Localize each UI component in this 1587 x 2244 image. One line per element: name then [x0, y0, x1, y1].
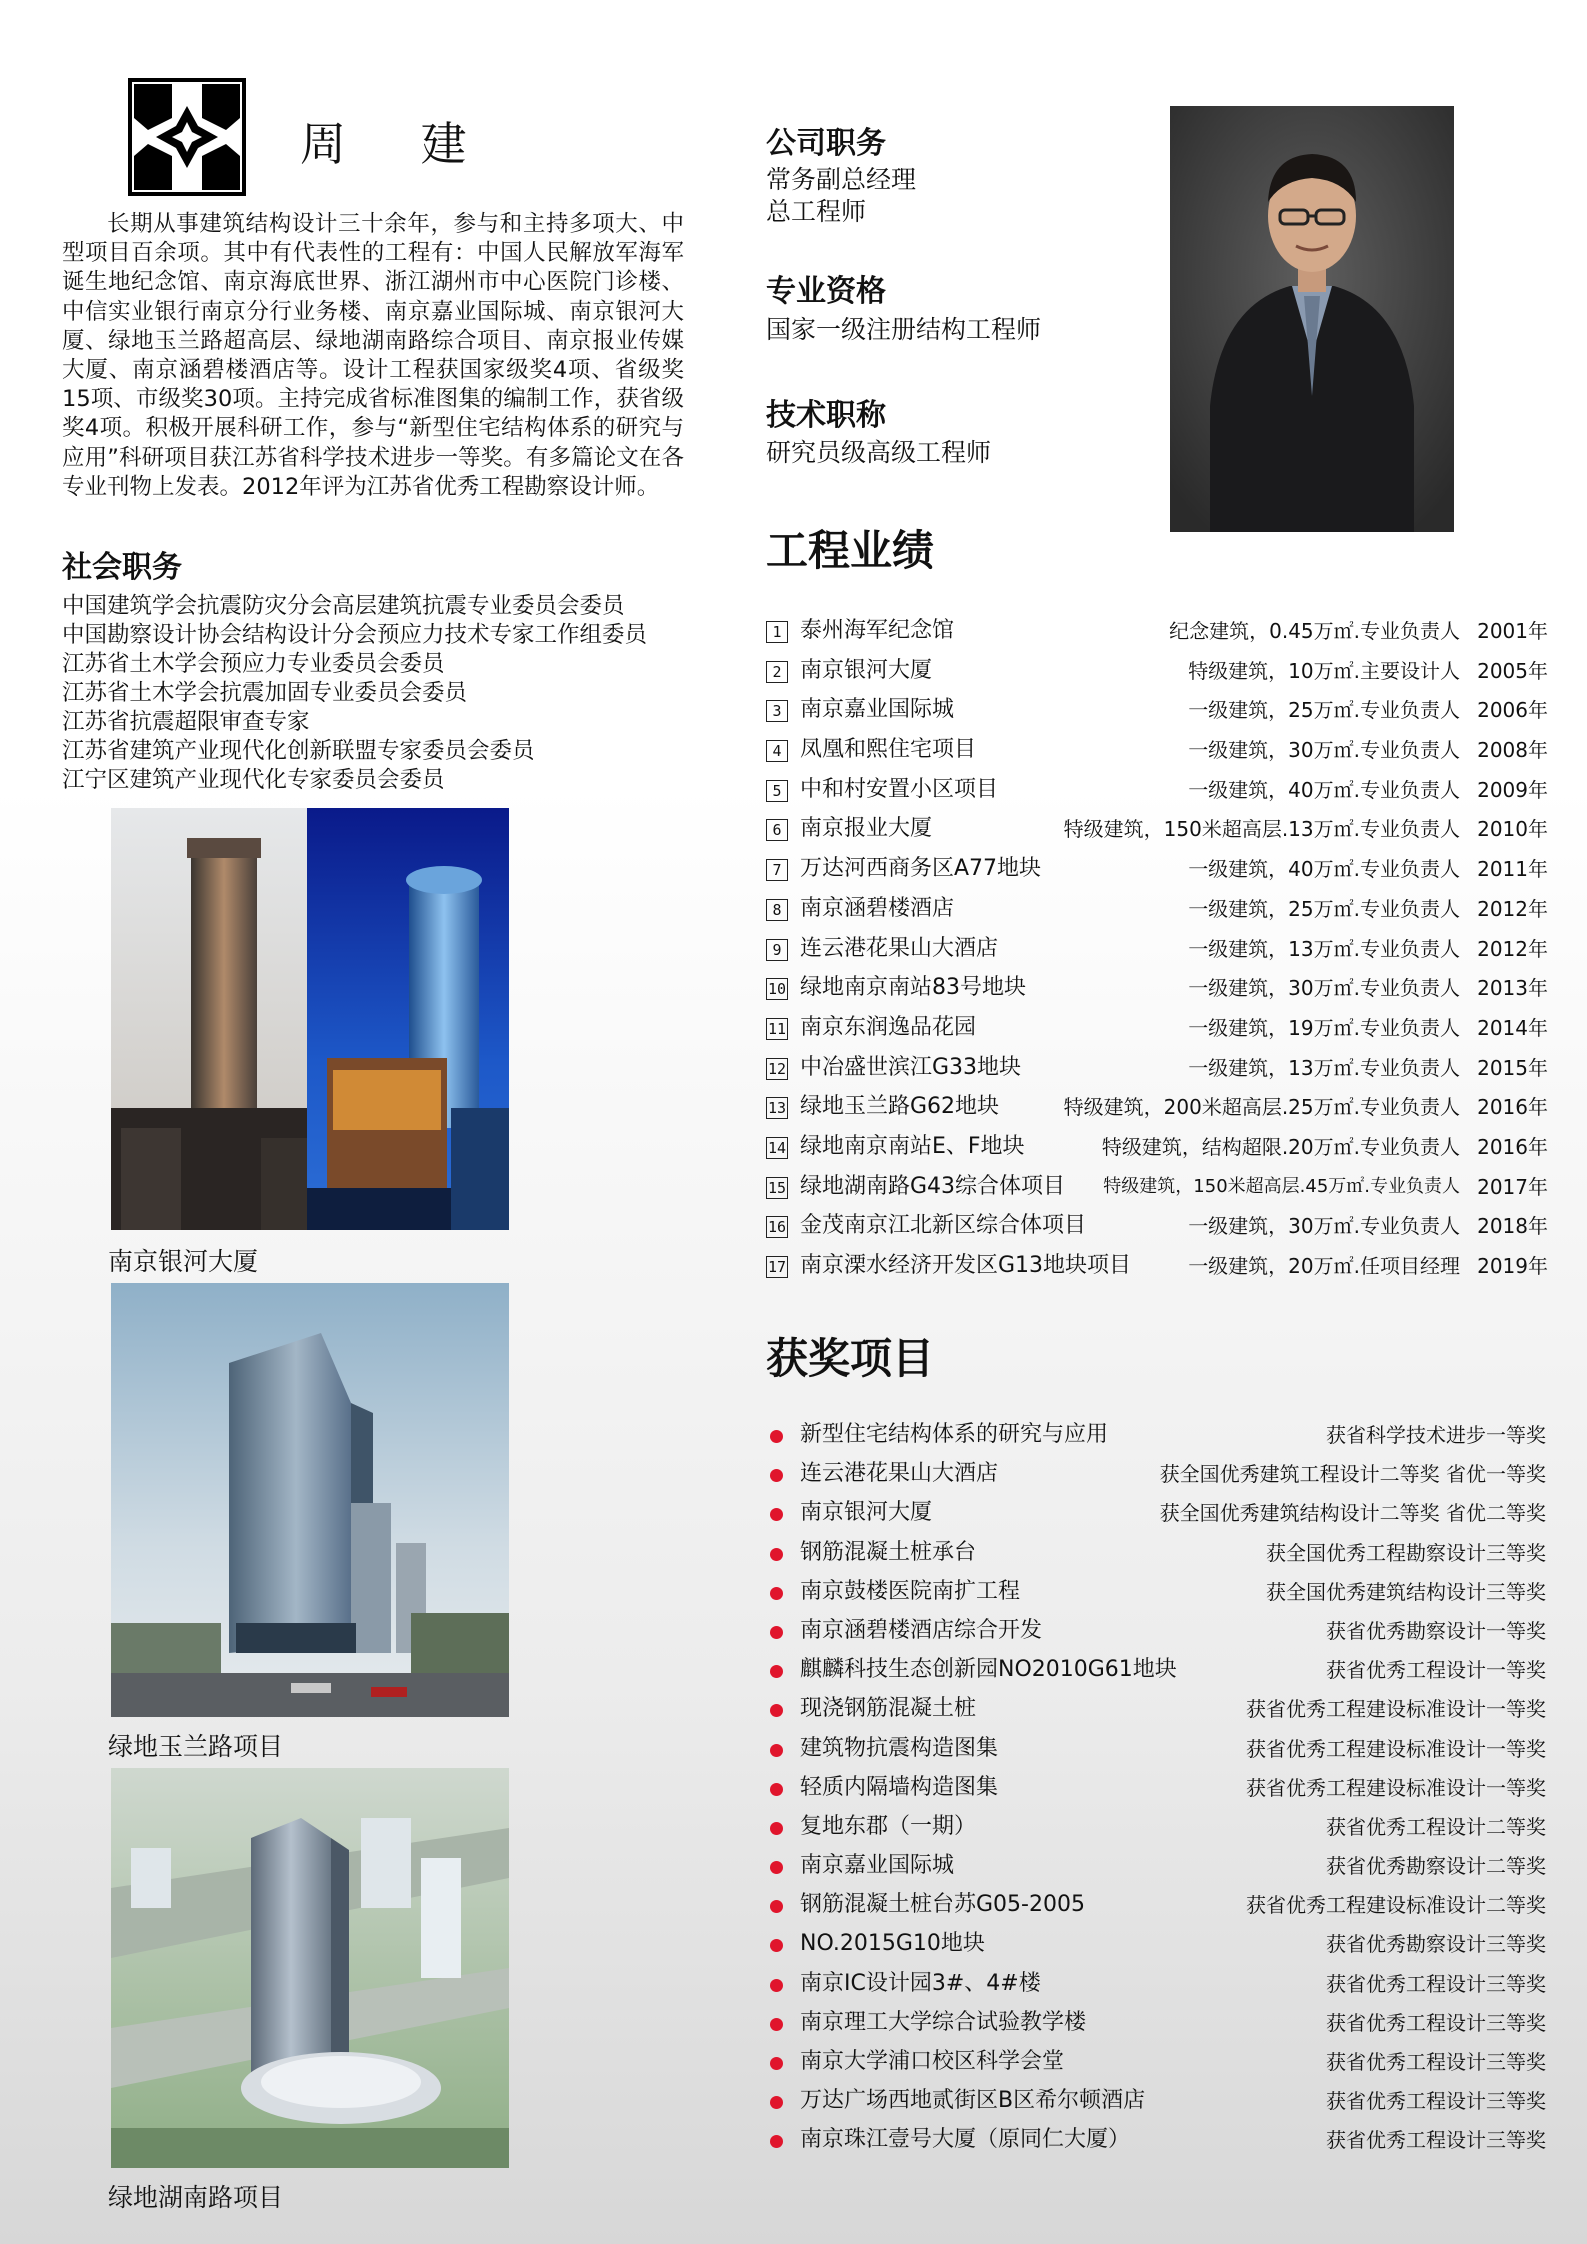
award-project-name: 南京嘉业国际城	[800, 1853, 955, 1879]
project-year: 2017年	[1477, 1174, 1548, 1199]
award-result: 获省优秀工程建设标准设计二等奖	[1246, 1893, 1546, 1918]
award-result: 获省优秀勘察设计三等奖	[1326, 1932, 1546, 1957]
award-row	[766, 1655, 1548, 1694]
technical-title-value: 研究员级高级工程师	[766, 438, 992, 467]
project-name: 连云港花果山大酒店	[800, 935, 999, 961]
award-row	[766, 1773, 1548, 1812]
award-result: 获省科学技术进步一等奖	[1326, 1423, 1546, 1447]
award-project-name: NO.2015G10地块	[800, 1931, 985, 1957]
social-position-item: 江苏省土木学会预应力专业委员会委员	[62, 651, 445, 677]
project-row	[766, 934, 1548, 974]
project-number: 15	[767, 1178, 787, 1197]
award-row	[766, 1538, 1548, 1577]
award-project-name: 连云港花果山大酒店	[800, 1461, 999, 1487]
award-row	[766, 1694, 1548, 1733]
award-project-name: 南京鼓楼医院南扩工程	[800, 1578, 1021, 1604]
project-name: 南京报业大厦	[800, 816, 933, 842]
award-row	[766, 1929, 1548, 1968]
bullet-icon	[770, 1783, 783, 1796]
project-number: 12	[767, 1059, 787, 1078]
awards-heading: 获奖项目	[766, 1334, 935, 1383]
project-name: 金茂南京江北新区综合体项目	[800, 1213, 1087, 1239]
award-result: 获省优秀工程设计三等奖	[1326, 2010, 1546, 2035]
project-row	[766, 735, 1548, 775]
project-description: 特级建筑，200米超高层.25万㎡.专业负责人	[1063, 1095, 1460, 1120]
bullet-icon	[770, 2018, 783, 2031]
project-year: 2015年	[1477, 1055, 1548, 1080]
award-result: 获全国优秀建筑结构设计三等奖	[1266, 1579, 1546, 1604]
bullet-icon	[770, 1939, 783, 1952]
project-description: 特级建筑，150米超高层.45万㎡.专业负责人	[1103, 1175, 1460, 1197]
project-row	[766, 1132, 1548, 1172]
bullet-icon	[770, 1704, 783, 1717]
project-name: 中冶盛世滨江G33地块	[800, 1054, 1022, 1080]
project-row	[766, 1092, 1548, 1132]
award-result: 获省优秀工程设计二等奖	[1326, 1814, 1546, 1839]
project-description: 一级建筑，25万㎡.专业负责人	[1188, 896, 1460, 921]
project-row	[766, 656, 1548, 696]
project-year: 2009年	[1477, 777, 1548, 802]
project-year: 2013年	[1477, 976, 1548, 1001]
bullet-icon	[770, 2057, 783, 2070]
award-row	[766, 1577, 1548, 1616]
company-position-values	[766, 164, 916, 228]
project-row	[766, 1211, 1548, 1251]
award-result: 获省优秀工程建设标准设计一等奖	[1246, 1736, 1546, 1761]
award-project-name: 南京珠江壹号大厦（原同仁大厦）	[800, 2127, 1131, 2153]
bullet-icon	[770, 1861, 783, 1874]
project-name: 南京银河大厦	[800, 657, 933, 683]
award-row	[766, 1498, 1548, 1537]
project-name: 绿地南京南站E、F地块	[800, 1133, 1025, 1159]
position-line: 常务副总经理	[766, 165, 917, 194]
bullet-icon	[770, 1744, 783, 1757]
project-row	[766, 775, 1548, 815]
project-name: 南京涵碧楼酒店	[800, 895, 955, 921]
award-row	[766, 1616, 1548, 1655]
award-row	[766, 1459, 1548, 1498]
technical-title-heading: 技术职称	[766, 398, 886, 433]
project-number: 5	[766, 780, 788, 802]
project-year: 2008年	[1477, 738, 1548, 763]
project-description: 一级建筑，40万㎡.专业负责人	[1188, 857, 1460, 882]
project-name: 中和村安置小区项目	[800, 776, 999, 802]
project-description: 特级建筑，10万㎡.主要设计人	[1188, 658, 1460, 683]
person-name: 周 建	[300, 117, 497, 171]
bullet-icon	[770, 1548, 783, 1561]
project-number: 11	[767, 1019, 787, 1038]
position-line: 总工程师	[766, 197, 867, 226]
award-project-name: 南京银河大厦	[800, 1500, 933, 1526]
award-result: 获省优秀工程设计三等奖	[1326, 1971, 1546, 1996]
bullet-icon	[770, 1469, 783, 1482]
award-row	[766, 2086, 1548, 2125]
award-result: 获省优秀工程设计一等奖	[1326, 1658, 1546, 1683]
project-number: 9	[766, 939, 788, 961]
project-year: 2001年	[1477, 619, 1548, 643]
company-logo	[128, 78, 246, 196]
bullet-icon	[770, 1900, 783, 1913]
award-result: 获省优秀工程设计三等奖	[1326, 2089, 1546, 2114]
project-row	[766, 616, 1548, 656]
award-row	[766, 1420, 1548, 1459]
project-number: 16	[767, 1218, 787, 1237]
project-row	[766, 814, 1548, 854]
award-row	[766, 1734, 1548, 1773]
bullet-icon	[770, 1979, 783, 1992]
social-positions-list	[62, 592, 647, 795]
project-number: 1	[766, 621, 788, 643]
award-row	[766, 2125, 1548, 2164]
project-name: 绿地玉兰路G62地块	[800, 1094, 1000, 1120]
project-number: 2	[766, 661, 788, 683]
project-year: 2010年	[1477, 817, 1548, 842]
award-result: 获全国优秀建筑结构设计二等奖 省优二等奖	[1159, 1501, 1546, 1526]
photo-nanjing-galaxy-tower	[111, 808, 509, 1230]
project-name: 凤凰和熙住宅项目	[800, 737, 977, 763]
project-number: 17	[767, 1258, 787, 1276]
project-number: 4	[766, 740, 788, 762]
photo-caption: 绿地玉兰路项目	[108, 1732, 284, 1761]
photo-greenland-hunan-road	[111, 1768, 509, 2168]
project-description: 一级建筑，30万㎡.专业负责人	[1188, 738, 1460, 763]
project-name: 南京东润逸品花园	[800, 1014, 977, 1040]
award-row	[766, 1890, 1548, 1929]
photo-caption: 绿地湖南路项目	[108, 2183, 284, 2212]
qualification-value: 国家一级注册结构工程师	[766, 315, 1042, 344]
bullet-icon	[770, 2135, 783, 2148]
award-result: 获省优秀工程建设标准设计一等奖	[1246, 1697, 1546, 1722]
photo-greenland-yulan-road	[111, 1283, 509, 1717]
award-project-name: 钢筋混凝土桩承台	[800, 1539, 977, 1565]
photo-caption: 南京银河大厦	[108, 1247, 259, 1276]
project-year: 2016年	[1477, 1134, 1548, 1159]
bullet-icon	[770, 1665, 783, 1678]
project-description: 一级建筑，19万㎡.专业负责人	[1188, 1015, 1460, 1040]
project-name: 南京嘉业国际城	[800, 697, 955, 723]
award-row	[766, 1851, 1548, 1890]
award-result: 获全国优秀工程勘察设计三等奖	[1266, 1540, 1546, 1565]
project-name: 绿地南京南站83号地块	[800, 975, 1026, 1001]
social-position-item: 中国建筑学会抗震防灾分会高层建筑抗震专业委员会委员	[62, 593, 625, 619]
qualification-heading: 专业资格	[766, 274, 886, 309]
bullet-icon	[770, 1626, 783, 1639]
award-project-name: 复地东郡（一期）	[800, 1813, 977, 1839]
project-name: 绿地湖南路G43综合体项目	[800, 1173, 1066, 1199]
award-project-name: 现浇钢筋混凝土桩	[800, 1696, 977, 1722]
award-project-name: 南京理工大学综合试验教学楼	[800, 2009, 1087, 2035]
project-number: 10	[767, 980, 787, 999]
bullet-icon	[770, 1508, 783, 1521]
award-list	[766, 1420, 1548, 2165]
award-project-name: 南京涵碧楼酒店综合开发	[800, 1617, 1043, 1643]
project-row	[766, 854, 1548, 894]
project-description: 特级建筑，结构超限.20万㎡.专业负责人	[1101, 1134, 1460, 1159]
award-result: 获省优秀工程设计三等奖	[1326, 2128, 1546, 2153]
project-year: 2016年	[1477, 1095, 1548, 1120]
project-description: 一级建筑，40万㎡.专业负责人	[1188, 777, 1460, 802]
award-project-name: 万达广场西地贰街区B区希尔顿酒店	[800, 2088, 1146, 2114]
project-row	[766, 1251, 1548, 1291]
project-description: 特级建筑，150米超高层.13万㎡.专业负责人	[1063, 817, 1460, 842]
award-result: 获省优秀勘察设计一等奖	[1326, 1618, 1546, 1643]
project-description: 纪念建筑，0.45万㎡.专业负责人	[1169, 619, 1460, 643]
company-position-heading: 公司职务	[766, 126, 886, 161]
project-number: 7	[766, 859, 788, 881]
project-year: 2006年	[1477, 698, 1548, 723]
award-row	[766, 1969, 1548, 2008]
award-project-name: 轻质内隔墙构造图集	[800, 1774, 999, 1800]
social-position-item: 江宁区建筑产业现代化专家委员会委员	[62, 767, 445, 793]
project-list	[766, 616, 1548, 1291]
project-year: 2018年	[1477, 1214, 1548, 1239]
project-row	[766, 695, 1548, 735]
project-description: 一级建筑，30万㎡.专业负责人	[1188, 1214, 1460, 1239]
project-row	[766, 1172, 1548, 1212]
social-positions-heading: 社会职务	[62, 550, 182, 585]
project-number: 8	[766, 899, 788, 921]
project-description: 一级建筑，30万㎡.专业负责人	[1188, 976, 1460, 1001]
social-position-item: 中国勘察设计协会结构设计分会预应力技术专家工作组委员	[62, 622, 648, 648]
award-row	[766, 2008, 1548, 2047]
project-description: 一级建筑，25万㎡.专业负责人	[1188, 698, 1460, 723]
project-description: 一级建筑，13万㎡.专业负责人	[1188, 936, 1460, 961]
bullet-icon	[770, 1822, 783, 1835]
project-year: 2012年	[1477, 896, 1548, 921]
project-year: 2012年	[1477, 936, 1548, 961]
award-project-name: 新型住宅结构体系的研究与应用	[800, 1422, 1109, 1447]
award-project-name: 南京IC设计园3#、4#楼	[800, 1970, 1041, 1996]
award-project-name: 麒麟科技生态创新园NO2010G61地块	[800, 1657, 1177, 1683]
project-year: 2019年	[1477, 1254, 1548, 1278]
project-row	[766, 1053, 1548, 1093]
project-description: 一级建筑，20万㎡.任项目经理	[1188, 1254, 1460, 1278]
award-project-name: 钢筋混凝土桩台苏G05-2005	[800, 1892, 1085, 1918]
social-position-item: 江苏省土木学会抗震加固专业委员会委员	[62, 680, 468, 706]
project-name: 南京溧水经济开发区G13地块项目	[800, 1253, 1132, 1278]
award-project-name: 建筑物抗震构造图集	[800, 1735, 999, 1761]
award-project-name: 南京大学浦口校区科学会堂	[800, 2049, 1065, 2074]
project-row	[766, 894, 1548, 934]
award-result: 获省优秀工程设计三等奖	[1326, 2050, 1546, 2074]
project-name: 万达河西商务区A77地块	[800, 856, 1042, 882]
project-number: 13	[767, 1099, 787, 1118]
project-number: 6	[766, 819, 788, 841]
project-year: 2014年	[1477, 1015, 1548, 1040]
award-result: 获全国优秀建筑工程设计二等奖 省优一等奖	[1159, 1462, 1546, 1487]
project-number: 14	[767, 1138, 787, 1157]
biography-text: 长期从事建筑结构设计三十余年，参与和主持多项大、中型项目百余项。其中有代表性的工程有：中国人民解放军海军诞生地纪念馆、南京海底世界、浙江湖州市中心医院门诊楼、中信实业银行南京分行业务楼、南京嘉业国际城、南京银河大厦、绿地玉兰路超高层、绿地湖南路综合项目、南京报业传媒大厦、南京涵碧楼酒店等。设计工程获国家级奖4项、省级奖15项、市级奖30项。主持完成省标准图集的编制工作，获省级奖4项。积极开展科研工作，参与“新型住宅结构体系的研究与应用”科研项目获江苏省科学技术进步一等奖。有多篇论文在各专业刊物上发表。2012年评为江苏省优秀工程勘察设计师。	[62, 211, 684, 500]
project-description: 一级建筑，13万㎡.专业负责人	[1188, 1055, 1460, 1080]
portrait-photo	[1170, 106, 1454, 532]
bullet-icon	[770, 1430, 783, 1443]
project-name: 泰州海军纪念馆	[800, 618, 955, 643]
award-result: 获省优秀工程建设标准设计一等奖	[1246, 1775, 1546, 1800]
bullet-icon	[770, 1587, 783, 1600]
project-year: 2005年	[1477, 658, 1548, 683]
award-row	[766, 1812, 1548, 1851]
project-performance-heading: 工程业绩	[766, 526, 935, 575]
project-number: 3	[766, 700, 788, 722]
project-year: 2011年	[1477, 857, 1548, 882]
social-position-item: 江苏省抗震超限审查专家	[62, 709, 310, 735]
social-position-item: 江苏省建筑产业现代化创新联盟专家委员会委员	[62, 738, 535, 764]
project-row	[766, 1013, 1548, 1053]
bullet-icon	[770, 2096, 783, 2109]
award-result: 获省优秀勘察设计二等奖	[1326, 1854, 1546, 1879]
project-row	[766, 973, 1548, 1013]
award-row	[766, 2047, 1548, 2086]
